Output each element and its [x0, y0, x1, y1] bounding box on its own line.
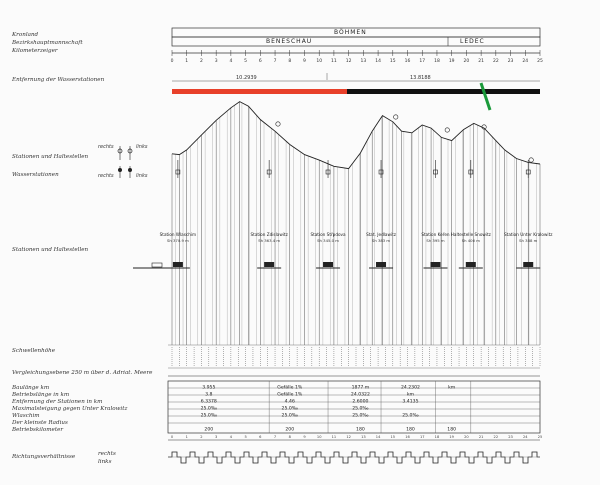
label-rechts: rechts: [98, 451, 116, 457]
label-baulaenge: Baulänge km: [12, 385, 50, 391]
table-cell: 180: [356, 427, 365, 433]
km-tick-label: 7: [273, 59, 277, 64]
legend-rechts-top: rechts: [98, 144, 114, 150]
km-tick-label: 25: [537, 59, 543, 64]
table-cell: 25.0‰: [402, 413, 419, 419]
station-name: Stat. Jedlawitz: [366, 232, 396, 237]
table-cell: 25.0‰: [200, 413, 218, 419]
table-cell: 200: [285, 427, 295, 433]
station-building-mark: [376, 262, 386, 267]
betriebskilometer-value: 8: [288, 435, 291, 439]
schwellen-ticks: [172, 347, 540, 366]
betriebskilometer-value: 13: [361, 435, 366, 439]
km-tick-label: 5: [244, 59, 248, 64]
table-cell: 3.4135: [402, 399, 419, 405]
km-tick-label: 24: [522, 59, 529, 64]
km-tick-label: 4: [229, 59, 233, 64]
km-tick-label: 11: [331, 59, 337, 64]
table-cell: 25.0‰: [281, 406, 298, 412]
water-distance-bar-red: [172, 89, 347, 94]
table-cell: 25.0‰: [352, 413, 369, 419]
station-name: Station Střpdova: [310, 232, 346, 237]
header-bezirk-b: LEDEC: [460, 38, 485, 45]
km-tick-label: 1: [185, 59, 189, 64]
legend-links-mid: links: [136, 173, 148, 179]
station-name: Station Unter Kralowitz: [504, 232, 553, 237]
track-symbol-left: [133, 263, 178, 268]
label-betriebslaenge: Betriebslänge in km: [12, 392, 70, 398]
betriebskilometer-row: [171, 435, 542, 439]
km-tick-label: 19: [448, 59, 455, 64]
label-entfernung-stationen: Entfernung der Stationen in km: [12, 399, 103, 405]
km-tick-label: 17: [419, 59, 426, 64]
station-labels: [160, 232, 554, 243]
label-stationen-top: Stationen und Haltestellen: [12, 154, 89, 160]
station-name: Station Keřen: [421, 232, 450, 237]
km-tick-label: 6: [258, 59, 262, 64]
betriebskilometer-value: 1: [185, 435, 188, 439]
table-cell: 25.0‰: [281, 413, 298, 419]
betriebskilometer-value: 21: [478, 435, 484, 439]
label-links: links: [98, 459, 112, 465]
station-building-mark: [430, 262, 440, 267]
km-tick-label: 0: [170, 59, 174, 64]
betriebskilometer-value: 2: [200, 435, 203, 439]
water-distance-a-label: 10.2939: [236, 75, 257, 81]
header-bezirk-a: BENESCHAU: [266, 38, 313, 45]
betriebskilometer-value: 24: [522, 435, 528, 439]
km-tick-label: 13: [360, 59, 367, 64]
station-height: Sh 383 m: [371, 238, 391, 243]
betriebskilometer-value: 18: [434, 435, 440, 439]
label-vergleichungsebene: Vergleichungsebene 250 m über d. Adriat. Meere: [12, 370, 153, 376]
km-tick-label: 14: [375, 59, 381, 64]
table-cell: 25.0‰: [200, 406, 218, 412]
label-betriebskilometer: Betriebskilometer: [12, 427, 64, 433]
station-building-mark: [466, 262, 476, 267]
betriebskilometer-value: 11: [331, 435, 337, 439]
station-building-mark: [323, 262, 333, 267]
betriebskilometer-value: 10: [316, 435, 322, 439]
header-kronland-value: BÖHMEN: [334, 29, 367, 36]
km-tick-label: 3: [214, 59, 218, 64]
water-station-symbol: [276, 122, 280, 126]
betriebskilometer-value: 12: [346, 435, 351, 439]
km-ticks-group: [171, 50, 543, 64]
table-cell: 200: [204, 427, 214, 433]
km-tick-label: 15: [389, 59, 396, 64]
label-wlaschim: Wlaschim: [12, 413, 40, 419]
richtung-trace: [168, 452, 540, 463]
km-tick-label: 21: [478, 59, 484, 64]
table-cell: km: [406, 392, 415, 398]
km-tick-label: 9: [303, 59, 306, 64]
water-distance-green-marker: [481, 83, 490, 110]
label-maximalsteigung: Maximalsteigung gegen Unter Kralowitz: [12, 406, 128, 412]
km-tick-label: 10: [316, 59, 323, 64]
station-name: Station Wlaschim: [159, 232, 197, 237]
table-cell: 24.2302: [400, 385, 420, 391]
km-tick-label: 12: [345, 59, 352, 64]
table-cell: 3.955: [202, 385, 216, 391]
betriebskilometer-value: 17: [419, 435, 425, 439]
betriebskilometer-value: 25: [537, 435, 543, 439]
station-height: Sh 370.9 m: [166, 238, 189, 243]
km-tick-label: 18: [434, 59, 440, 64]
label-entfernung-wasserstationen: Entfernung der Wasserstationen: [12, 77, 105, 83]
station-height: Sh 400 m: [461, 238, 480, 243]
betriebskilometer-value: 6: [259, 435, 262, 439]
table-cell: 3.8: [205, 392, 213, 398]
km-tick-label: 2: [200, 59, 203, 64]
km-tick-label: 16: [404, 59, 411, 64]
station-height: Sh 395 m: [426, 238, 445, 243]
betriebskilometer-value: 15: [390, 435, 396, 439]
station-height: Sh 388 m: [519, 238, 538, 243]
water-station-symbol: [445, 128, 449, 132]
betriebskilometer-value: 3: [215, 435, 218, 439]
km-tick-label: 20: [463, 59, 470, 64]
label-wasserstationen: Wasserstationen: [12, 172, 59, 178]
label-stationen-mid: Stationen und Haltestellen: [12, 247, 89, 253]
km-tick-label: 22: [492, 59, 499, 64]
table-cell: Gefälle 1%: [277, 385, 303, 391]
legend-symbols: [118, 146, 132, 178]
station-verticals: [172, 102, 540, 345]
table-cell: 25.0‰: [352, 406, 369, 412]
betriebskilometer-value: 0: [170, 435, 174, 439]
betriebskilometer-value: 19: [449, 435, 454, 439]
station-height: Sh 345.0 m: [317, 238, 339, 243]
table-cell: 6.3378: [200, 399, 217, 405]
label-bezirkshauptmannschaft: Bezirkshauptmannschaft: [12, 40, 83, 46]
legend-links-top: links: [136, 144, 148, 150]
betriebskilometer-value: 16: [405, 435, 410, 439]
betriebskilometer-value: 7: [273, 435, 277, 439]
station-building-mark: [264, 262, 274, 267]
station-height: Sh 363.4 m: [258, 238, 281, 243]
table-cell: 180: [447, 427, 457, 433]
table-cell: Gefälle 1%: [277, 392, 303, 398]
label-richtungsverhaeltnisse: Richtungsverhältnisse: [12, 454, 76, 460]
table-cell: 2.6000: [352, 399, 369, 405]
station-building-mark: [523, 262, 533, 267]
table-cell: 1877 m: [351, 385, 370, 391]
betriebskilometer-value: 20: [464, 435, 469, 439]
table-cell: 4.46: [284, 399, 295, 405]
label-kleinster-radius: Der kleinste Radius: [12, 420, 68, 426]
header-bezirk-box: [172, 37, 540, 46]
betriebskilometer-value: 14: [375, 435, 381, 439]
betriebskilometer-value: 9: [303, 435, 306, 439]
table-cell: 180: [406, 427, 415, 433]
water-station-symbol: [529, 158, 533, 162]
water-distance-b-label: 13.8188: [410, 75, 431, 81]
km-tick-label: 8: [288, 59, 292, 64]
label-kronland: Kronland: [12, 32, 39, 38]
table-cell: 24.0322: [350, 392, 370, 398]
legend-rechts-mid: rechts: [98, 173, 114, 179]
construction-table-text: [201, 385, 457, 433]
water-station-symbol: [394, 115, 398, 119]
km-tick-label: 23: [507, 59, 514, 64]
betriebskilometer-value: 4: [229, 435, 233, 439]
station-name: Station Zdislawitz: [250, 232, 288, 237]
station-name: Haltestelle Snowitz: [450, 232, 491, 237]
betriebskilometer-value: 5: [244, 435, 247, 439]
betriebskilometer-value: 23: [508, 435, 513, 439]
label-kilometerzeiger: Kilometerzeiger: [12, 48, 58, 54]
water-distance-bar-black: [347, 89, 540, 94]
station-building-mark: [173, 262, 183, 267]
header-kronland-box: [172, 28, 540, 37]
betriebskilometer-value: 22: [493, 435, 499, 439]
label-schwellenhoehe: Schwellenhöhe: [12, 348, 56, 354]
table-cell: km: [448, 385, 456, 391]
